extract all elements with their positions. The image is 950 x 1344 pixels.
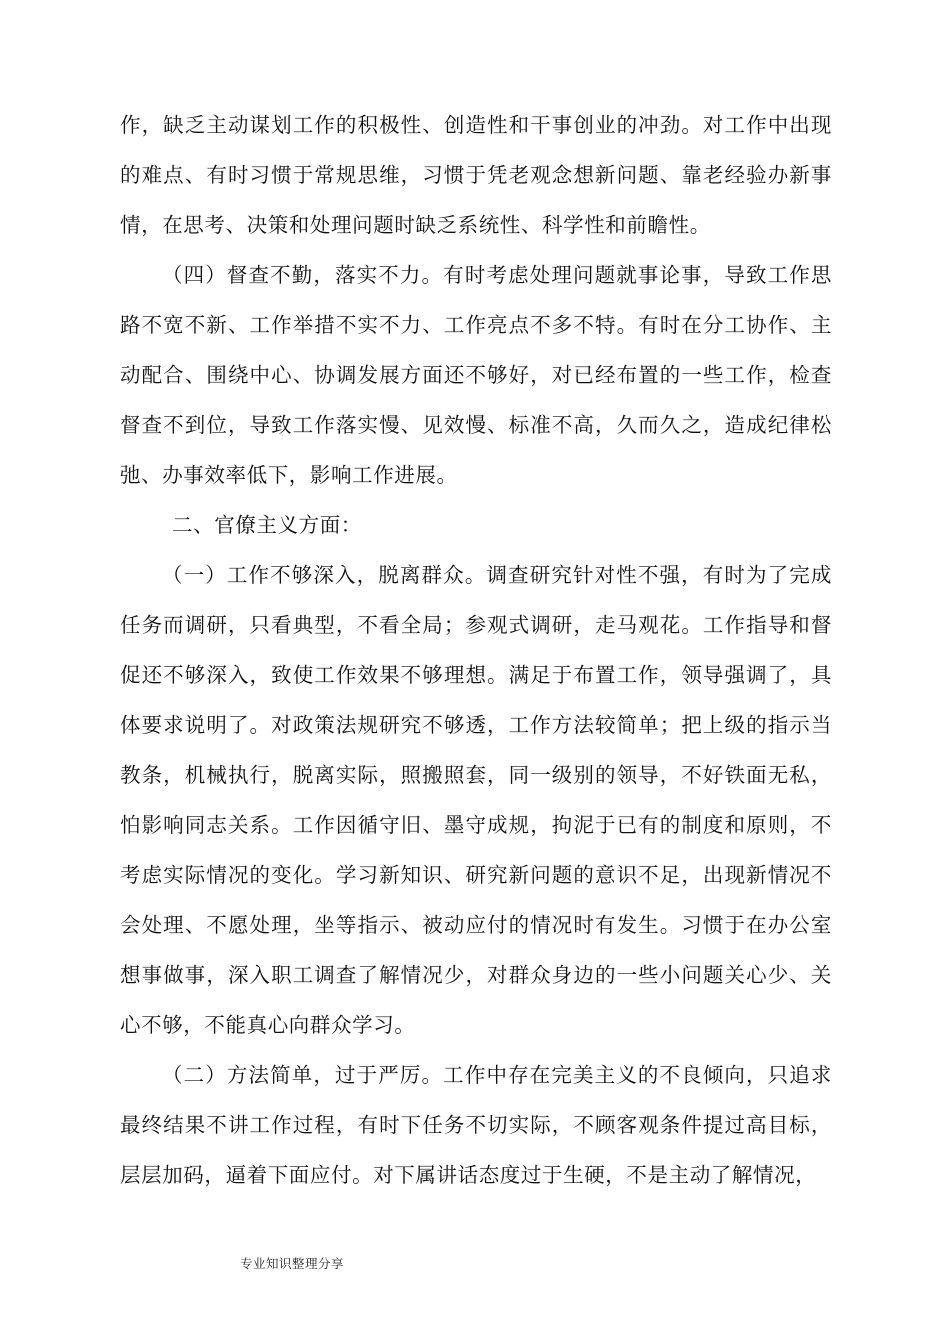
paragraph-continuation: 作，缺乏主动谋划工作的积极性、创造性和干事创业的冲劲。对工作中出现的难点、有时习惯于常规思维，习惯于凭老观念想新问题、靠老经验办新事情，在思考、决策和处理问题时缺乏系统性、科学性和前瞻性。 [120,113,832,237]
section-heading-bureaucratism: 二、官僚主义方面： [172,513,362,537]
paragraph-section-four: （四）督查不勤，落实不力。有时考虑处理问题就事论事，导致工作思路不宽不新、工作举措不实不力、工作亮点不多不特。有时在分工协作、主动配合、围绕中心、协调发展方面还不够好，对已经布置的一些工作，检查督查不到位，导致工作落实慢、见效慢、标准不高，久而久之，造成纪律松弛、办事效率低下，影响工作进展。 [120,263,832,487]
paragraph-section-two: （二）方法简单，过于严厉。工作中存在完美主义的不良倾向，只追求最终结果不讲工作过程，有时下任务不切实际，不顾客观条件提过高目标，层层加码，逼着下面应付。对下属讲话态度过于生硬，不是主动了解情况， [120,1063,832,1187]
paragraph-section-one: （一）工作不够深入，脱离群众。调查研究针对性不强，有时为了完成任务而调研，只看典型，不看全局；参观式调研，走马观花。工作指导和督促还不够深入，致使工作效果不够理想。满足于布置工作，领导强调了，具体要求说明了。对政策法规研究不够透，工作方法较简单；把上级的指示当教条，机械执行，脱离实际，照搬照套，同一级别的领导，不好铁面无私，怕影响同志关系。工作因循守旧、墨守成规，拘泥于已有的制度和原则，不考虑实际情况的变化。学习新知识、研究新问题的意识不足，出现新情况不会处理、不愿处理，坐等指示、被动应付的情况时有发生。习惯于在办公室想事做事，深入职工调查了解情况少，对群众身边的一些小问题关心少、关心不够，不能真心向群众学习。 [120,563,832,1037]
page-footer: 专业知识整理分享 [240,1256,345,1271]
document-body [120,100,832,1200]
